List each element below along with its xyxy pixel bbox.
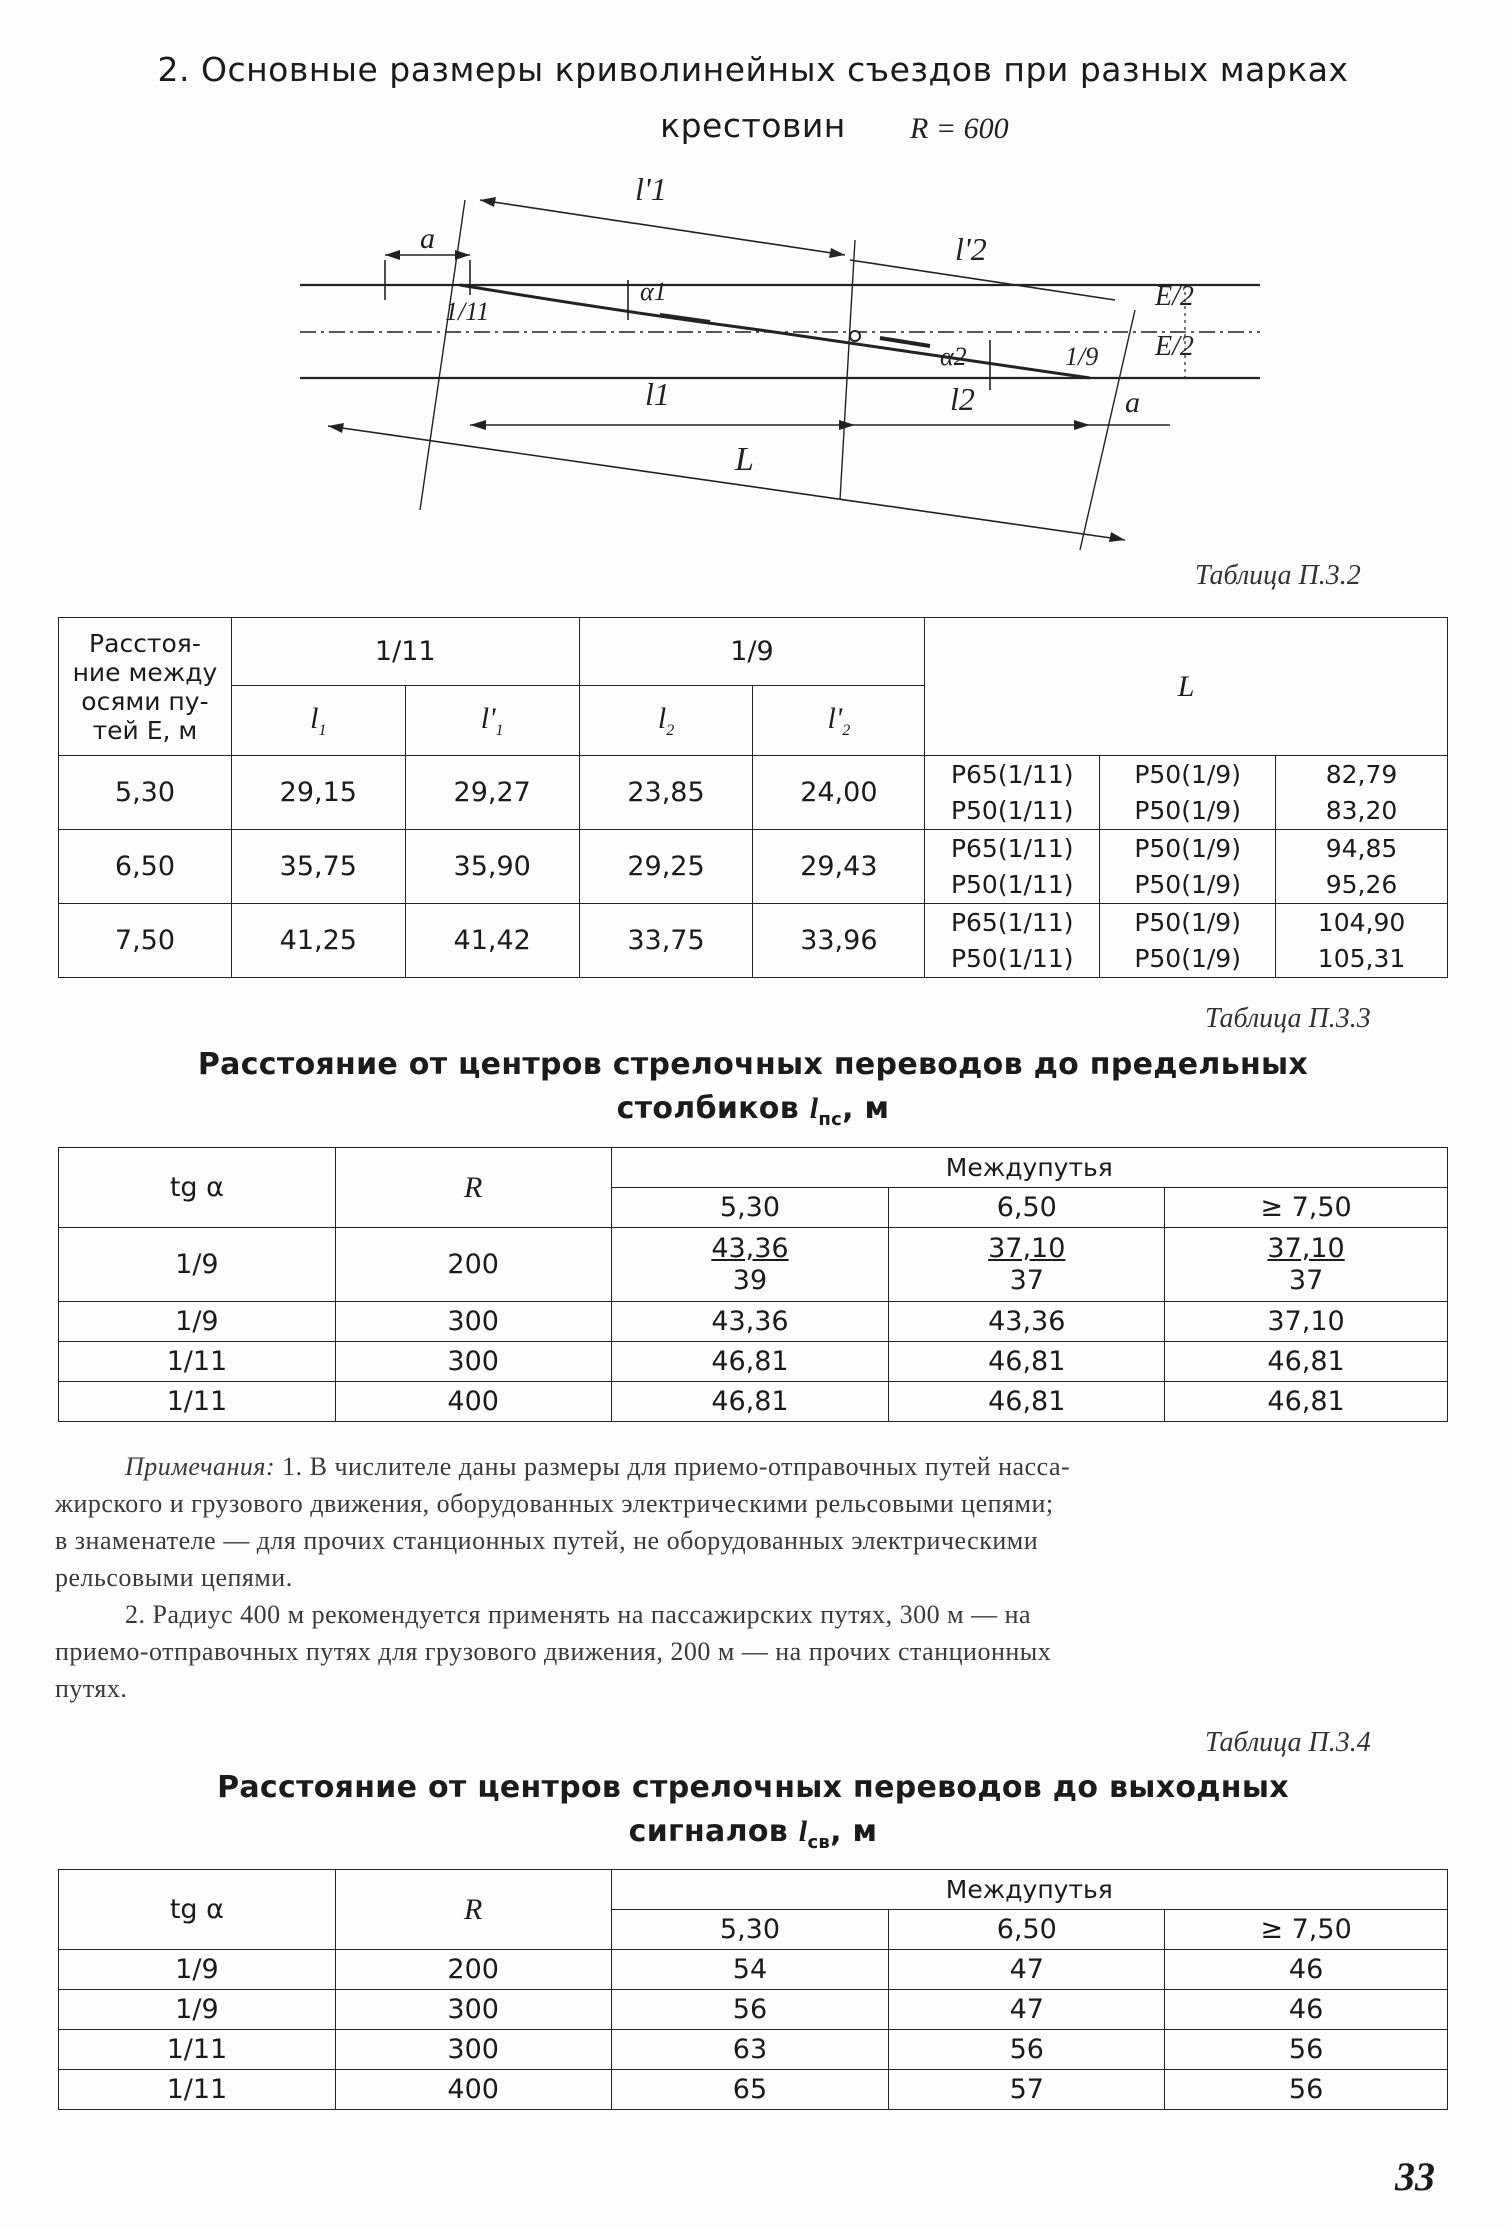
table-row: Р50(1/11) Р50(1/9) 105,31	[59, 941, 1448, 978]
table-p33-label: Таблица П.3.3	[1205, 1003, 1371, 1034]
p32-header-l2-prime: $l'_2$	[753, 686, 925, 756]
p34-header-tg: tg α	[59, 1870, 336, 1950]
table-row: 6,50 35,75 35,90 29,25 29,43 Р65(1/11) Р50(1/9) 94,85	[59, 830, 1448, 867]
p32-header-l1: $l_1$	[231, 686, 405, 756]
table-row: Р50(1/11) Р50(1/9) 83,20	[59, 793, 1448, 830]
dim-L	[328, 426, 1125, 540]
section-title-line2: крестовин	[660, 106, 846, 145]
section-title-line1: 2. Основные размеры криволинейных съездов при разных марках	[157, 50, 1349, 89]
label-mark-1-9: 1/9	[1065, 342, 1099, 371]
label-alpha1: α1	[640, 277, 667, 306]
section-title	[0, 42, 1506, 154]
table-p32-label: Таблица П.3.2	[1195, 560, 1361, 591]
label-L: L	[735, 441, 754, 478]
dim-l1-prime	[480, 200, 845, 255]
p32-header-l1-prime: $l'_1$	[405, 686, 579, 756]
table-row: 1/9 300 56 47 46	[59, 1990, 1448, 2030]
label-a-bottom: a	[1125, 386, 1140, 419]
label-l2: l2	[950, 381, 975, 417]
label-e2-top: E/2	[1155, 281, 1194, 312]
label-l1: l1	[645, 376, 670, 412]
p32-header-L: L	[925, 618, 1448, 756]
label-l2-prime: l'2	[955, 231, 987, 267]
label-mark-1-11: 1/11	[445, 297, 490, 326]
table-row: 1/11 400 46,81 46,81 46,81	[59, 1382, 1448, 1422]
p32-header-distance: Расстоя- ние между осями пу- тей E, м	[59, 618, 232, 756]
table-row: 1/9 200 54 47 46	[59, 1950, 1448, 1990]
table-row: 1/11 400 65 57 56	[59, 2070, 1448, 2110]
table-p34-label: Таблица П.3.4	[1205, 1727, 1371, 1758]
table-row: Р50(1/11) Р50(1/9) 95,26	[59, 867, 1448, 904]
label-a-top: a	[420, 222, 435, 255]
p32-header-mark-1-9: 1/9	[579, 618, 925, 686]
table-row: 1/11 300 63 56 56	[59, 2030, 1448, 2070]
table-p34-title: Расстояние от центров стрелочных переводов до выходных сигналов $l_{св}$, м	[217, 1770, 1289, 1853]
p33-header-group: Междупутья	[611, 1148, 1447, 1188]
label-l1-prime: l'1	[635, 171, 667, 207]
table-p34: tg α R Междупутья 5,30 6,50 ≥ 7,50 1/9 200 54 47 46 1/9 300 56 47 46 1/11 300 63 56 56 1/11 400 65 57 56	[58, 1869, 1448, 2110]
p33-header-R: R	[335, 1148, 611, 1228]
p34-header-R: R	[335, 1870, 611, 1950]
table-row: 1/9 300 43,36 43,36 37,10	[59, 1302, 1448, 1342]
table-p33: tg α R Междупутья 5,30 6,50 ≥ 7,50 1/9 200 43,36 39 37,10 37 37,10 37 1/9 300 43,36 43,36 37,10 1/11 300 46,81 46,81 46,81 1/11 400 46,81 46,81 46,81	[58, 1147, 1448, 1422]
table-row: 1/11 300 46,81 46,81 46,81	[59, 1342, 1448, 1382]
notes: Примечания: 1. В числителе даны размеры для приемо-отправочных путей насса- жирского и грузового движения, оборудованных электрическими рельсовыми цепями; в знаменателе — для прочих станционных путей, не оборудованных электрическими рельсовыми цепями. 2. Радиус 400 м рекомендуется применять на пассажирских путях, 300 м — на приемо-отправочных путях для грузового движения, 200 м — на прочих станционных путях.	[55, 1452, 1071, 1703]
table-p33-title: Расстояние от центров стрелочных переводов до предельных столбиков $l_{пс}$, м	[197, 1047, 1309, 1130]
table-p32	[58, 617, 1448, 978]
table-row: 5,30 29,15 29,27 23,85 24,00 Р65(1/11) Р50(1/9) 82,79	[59, 756, 1448, 793]
page-number: 33	[1395, 2154, 1435, 2199]
p33-header-tg: tg α	[59, 1148, 336, 1228]
label-alpha2: α2	[940, 342, 967, 371]
p34-header-group: Междупутья	[611, 1870, 1447, 1910]
p32-header-l2: $l_2$	[579, 686, 753, 756]
label-e2-bottom: E/2	[1155, 331, 1194, 362]
table-row: 1/9 200 43,36 39 37,10 37 37,10 37	[59, 1228, 1448, 1302]
table-row: 7,50 41,25 41,42 33,75 33,96 Р65(1/11) Р50(1/9) 104,90	[59, 904, 1448, 941]
p32-header-mark-1-11: 1/11	[231, 618, 579, 686]
radius-label: R = 600	[910, 112, 1009, 145]
